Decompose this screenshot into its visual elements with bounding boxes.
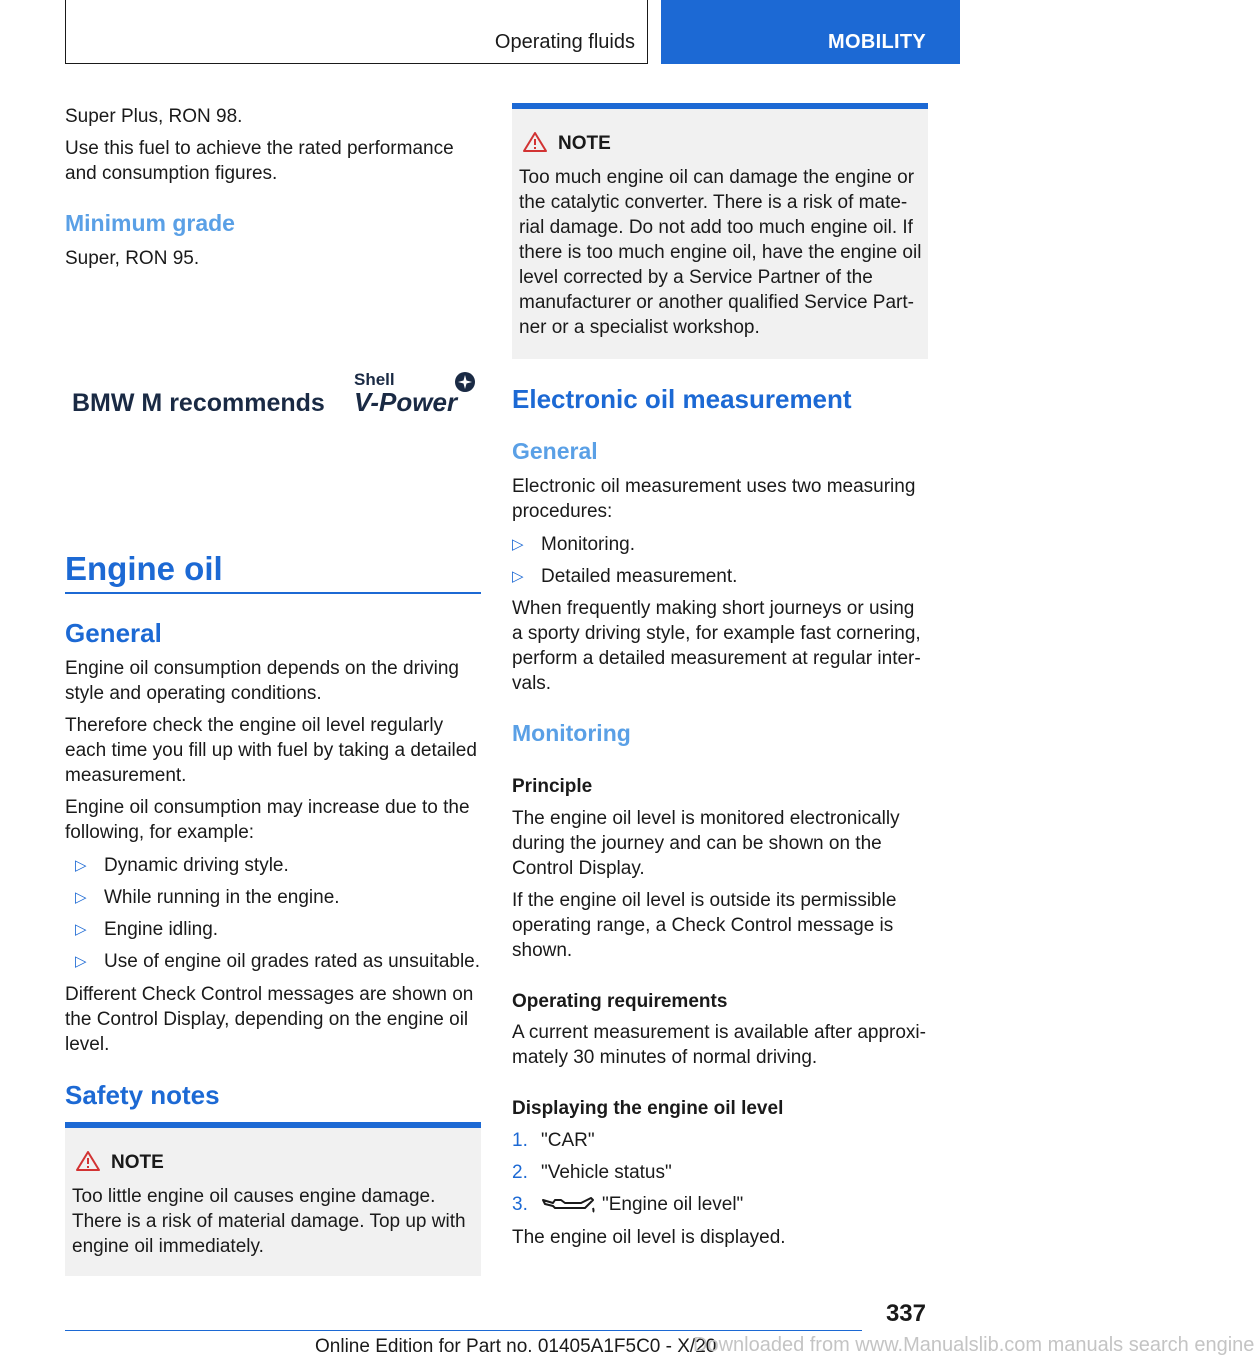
- triangle-bullet-icon: ▷: [75, 857, 87, 874]
- triangle-bullet-icon: ▷: [75, 921, 87, 938]
- principle-heading: Principle: [512, 776, 593, 797]
- section-title: Operating fluids: [494, 31, 635, 53]
- warning-triangle-icon: [75, 1150, 101, 1172]
- result-text: The engine oil level is displayed.: [512, 1227, 786, 1248]
- safety-notes-heading: Safety notes: [65, 1080, 220, 1110]
- step-number: 1.: [512, 1130, 528, 1151]
- logo-brand-small: Shell: [354, 370, 395, 389]
- logo-brand-big: V-Power: [354, 387, 458, 417]
- note-box-left: [65, 1122, 481, 1276]
- page-number: 337: [885, 1300, 926, 1327]
- general-heading-right: General: [512, 438, 598, 464]
- chapter-tab: [661, 0, 960, 64]
- logo-text: BMW M recommends: [72, 389, 325, 417]
- warning-triangle-icon: [522, 131, 548, 153]
- operating-requirements-text: A current measurement is available after approximately 30 minutes of normal driving.: [512, 1022, 926, 1068]
- step-number: 2.: [512, 1162, 528, 1183]
- triangle-bullet-icon: ▷: [75, 953, 87, 970]
- minimum-grade-heading: Minimum grade: [65, 210, 235, 236]
- fuel-text-2: Use this fuel to achieve the rated performance and consumption figures.: [65, 138, 454, 184]
- footer-rule: [65, 1330, 862, 1331]
- eom-paragraph-2: When frequently making short journeys or using a sporty driving style, for example fast cornering, perform a detailed measurement at regular intervals.: [512, 598, 921, 694]
- triangle-bullet-icon: ▷: [512, 568, 524, 585]
- minimum-grade-text: Super, RON 95.: [65, 248, 200, 269]
- edition-text: Online Edition for Part no. 01405A1F5C0 - X/20: [315, 1336, 717, 1357]
- principle-paragraph-2: If the engine oil level is outside its permissible operating range, a Check Control message is shown.: [512, 890, 897, 961]
- step-text: "CAR": [541, 1130, 595, 1151]
- eom-paragraph-1: Electronic oil measurement uses two measuring procedures:: [512, 476, 916, 522]
- general-heading-left: General: [65, 618, 162, 648]
- engine-oil-heading: Engine oil: [65, 550, 223, 587]
- monitoring-heading: Monitoring: [512, 720, 631, 746]
- triangle-bullet-icon: ▷: [75, 889, 87, 906]
- general-paragraph-2: Therefore check the engine oil level regularly each time you fill up with fuel by taking a detailed measurement.: [65, 715, 477, 786]
- chapter-tab-label: MOBILITY: [828, 31, 926, 53]
- general-paragraph-1: Engine oil consumption depends on the driving style and operating conditions.: [65, 658, 459, 704]
- principle-paragraph-1: The engine oil level is monitored electronically during the journey and can be shown on the Control Display.: [512, 808, 900, 879]
- step-text: "Vehicle status": [541, 1162, 672, 1183]
- operating-requirements-heading: Operating requirements: [512, 991, 728, 1012]
- header-bar: [65, 0, 648, 64]
- note-label: NOTE: [558, 133, 611, 154]
- step-number: 3.: [512, 1194, 528, 1215]
- general-paragraph-3: Engine oil consumption may increase due to the following, for example:: [65, 797, 470, 843]
- note-text: Too little engine oil causes engine damage. There is a risk of material damage. Top up with engine oil immediately.: [72, 1186, 466, 1257]
- general-paragraph-4: Different Check Control messages are shown on the Control Display, depending on the engine oil level.: [65, 984, 474, 1055]
- fuel-text-1: Super Plus, RON 98.: [65, 106, 243, 127]
- note-text: Too much engine oil can damage the engine or the catalytic converter. There is a risk of material damage. Do not add too much engine oil. If there is too much engine oil, have the engine oil level corrected by a Service Partner of the manufacturer or another qualified Service Partner or a specialist workshop.: [519, 167, 922, 338]
- step-text: "Engine oil level": [602, 1194, 744, 1215]
- heading-rule: [65, 592, 481, 594]
- oil-can-icon: [541, 1194, 597, 1214]
- electronic-oil-measurement-heading: Electronic oil measurement: [512, 384, 852, 414]
- display-oil-level-heading: Displaying the engine oil level: [512, 1098, 784, 1119]
- triangle-bullet-icon: ▷: [512, 536, 524, 553]
- note-box-right: [512, 103, 928, 359]
- watermark: Downloaded from www.Manualslib.com manuals search engine: [693, 1334, 1254, 1356]
- note-label: NOTE: [111, 1152, 164, 1173]
- bmw-m-vpower-logo: [65, 365, 481, 425]
- logo-star-icon: [454, 371, 476, 393]
